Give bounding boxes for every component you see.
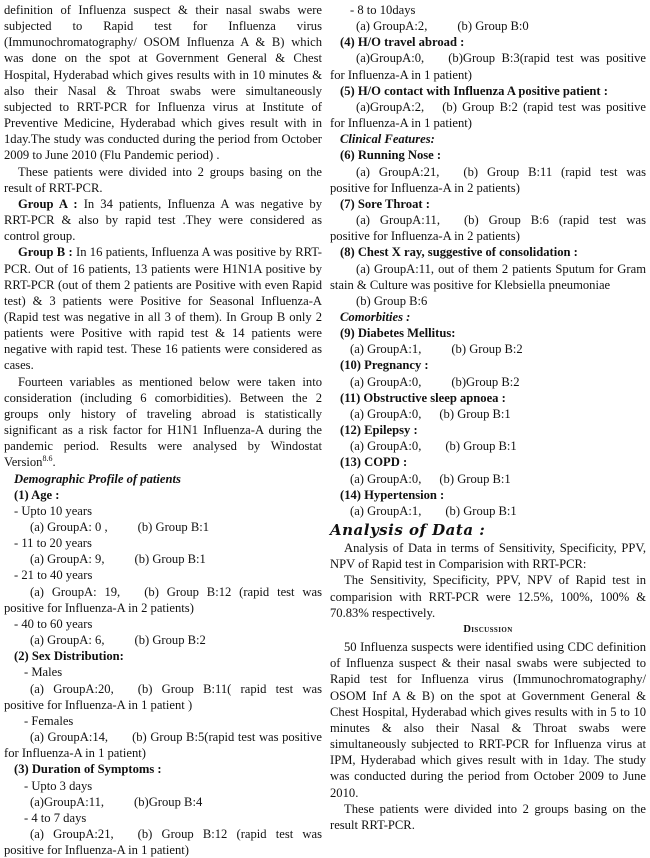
epilepsy-heading: (12) Epilepsy : <box>340 423 418 438</box>
age-21-40-label: - 21 to 40 years <box>14 568 93 583</box>
running-nose-group-a: (a) GroupA:21, <box>356 164 440 179</box>
pregnancy-heading: (10) Pregnancy : <box>340 358 429 373</box>
diabetes-group-b: (b) Group B:2 <box>451 342 523 357</box>
diabetes-heading: (9) Diabetes Mellitus: <box>340 326 456 341</box>
running-nose-heading: (6) Running Nose : <box>340 148 442 163</box>
hypertension-values <box>330 503 646 519</box>
duration-8-10-label: - 8 to 10days <box>350 3 416 17</box>
travel-values <box>330 50 646 82</box>
pregnancy-group-a: (a) GroupA:0, <box>350 374 422 389</box>
chest-xray-heading: (8) Chest X ray, suggestive of consolidation : <box>340 245 578 260</box>
group-b-lead: Group B : <box>18 245 73 260</box>
diabetes-group-a: (a) GroupA:1, <box>350 342 422 357</box>
duration-heading: (3) Duration of Symptoms : <box>14 762 162 777</box>
analysis-paragraph-2: The Sensitivity, Specificity, PPV, NPV of Rapid test in comparision with RRT-PCR were 12.5%, 100%, 100% & 70.83% respectively. <box>330 573 646 620</box>
travel-group-b: (b)Group B:3(rapid test was positive for Influenza-A in 1 patient) <box>330 51 646 82</box>
group-b-text: In 16 patients, Influenza A was positive by RRT-PCR. Out of 16 patients, 13 patients were H1N1A positive by RRT-PCR (out of them 2 patients are Positive with even Rapid test) & 3 patients were Positive for Seasonal Influenza-A (Rapid test was negative in all 3 of them). In Group B only 2 patients were Positive with rapid test & 14 patients were negative with rapid test. These 16 patients were considered as cases. <box>4 245 322 373</box>
females-label: - Females <box>24 713 74 728</box>
chest-xray-group-a: (a) GroupA:11, out of them 2 patients Sputum for Gram stain & Culture was positive for Klebsiella pneumoniae <box>330 261 646 292</box>
epilepsy-group-a: (a) GroupA:0, <box>350 439 422 454</box>
contact-group-a: (a)GroupA:2, <box>356 99 425 114</box>
sore-throat-heading: (7) Sore Throat : <box>340 196 430 211</box>
group-b-paragraph <box>4 244 322 373</box>
discussion-paragraph-2: These patients were divided into 2 groups basing on the result RRT-PCR. <box>330 801 646 832</box>
fourteen-variables-paragraph <box>4 374 322 471</box>
discussion-paragraph-1: 50 Influenza suspects were identified using CDC definition of Influenza suspect & their nasal swabs were subjected to Rapid test for Influenza virus (Immunochromatography/ OSOM Inf A & B) on the spot at Government General & Chest Hospital, Hyderabad which gives results with in 5 to 10 minutes & also their Nasal & Throat swabs were simultaneously subjected to RRT-PCR for Influenza virus at IPM, Hyderabad which gives result with in 1day. The study was conducted during the period from October 2009 to June 2010. <box>330 640 646 800</box>
males-values <box>4 681 322 713</box>
hypertension-group-a: (a) GroupA:1, <box>350 503 422 518</box>
hypertension-heading: (14) Hypertension : <box>340 487 445 502</box>
fourteen-end: . <box>52 455 56 470</box>
duration-upto-3-group-b: (b)Group B:4 <box>134 794 203 809</box>
sleep-apnoea-heading: (11) Obstructive sleep apnoea : <box>340 390 506 405</box>
age-40-60-group-b: (b) Group B:2 <box>134 633 206 648</box>
age-upto-10-group-a: (a) GroupA: 0 , <box>30 520 108 534</box>
left-column <box>4 2 322 858</box>
age-11-20-label: - 11 to 20 years <box>14 536 92 551</box>
copd-group-b: (b) Group B:1 <box>439 471 511 486</box>
sore-throat-values <box>330 212 646 244</box>
hypertension-group-b: (b) Group B:1 <box>445 503 517 518</box>
copd-values <box>330 471 646 487</box>
patients-paragraph: These patients were divided into 2 groups basing on the result of RRT-PCR. <box>4 164 322 195</box>
contact-heading: (5) H/O contact with Influenza A positive patient : <box>340 83 608 98</box>
age-21-40-group-a: (a) GroupA: 19, <box>30 584 121 599</box>
males-label: - Males <box>24 665 63 680</box>
group-a-paragraph <box>4 196 322 244</box>
comorbidities-heading: Comorbities : <box>340 309 411 324</box>
diabetes-values <box>330 341 646 357</box>
age-40-60-group-a: (a) GroupA: 6, <box>30 633 105 648</box>
travel-heading: (4) H/O travel abroad : <box>340 35 465 50</box>
duration-upto-3-values <box>4 794 322 810</box>
demographic-heading: Demographic Profile of patients <box>14 471 181 486</box>
age-upto-10-group-b: (b) Group B:1 <box>137 520 210 534</box>
duration-8-10-group-b: (b) Group B:0 <box>457 19 529 34</box>
duration-4-7-group-a: (a) GroupA:21, <box>30 826 114 841</box>
group-a-lead: Group A : <box>18 196 78 211</box>
sore-throat-group-a: (a) GroupA:11, <box>356 213 440 228</box>
analysis-heading: Analysis of Data : <box>330 521 486 539</box>
duration-4-7-group-b: (b) Group B:12 (rapid test was positive for Influenza-A in 1 patient) <box>4 826 322 858</box>
sex-distribution-heading: (2) Sex Distribution: <box>14 649 124 664</box>
sleep-apnoea-group-a: (a) GroupA:0, <box>350 406 422 421</box>
travel-group-a: (a)GroupA:0, <box>356 51 425 66</box>
epilepsy-group-b: (b) Group B:1 <box>445 439 517 454</box>
duration-upto-3-group-a: (a)GroupA:11, <box>30 794 105 809</box>
males-group-b: (b) Group B:11( rapid test was positive for Influenza-A in 1 patient ) <box>4 681 322 712</box>
analysis-paragraph-1: Analysis of Data in terms of Sensitivity, Specificity, PPV, NPV of Rapid test in Comparision with RRT-PCR: <box>330 541 646 572</box>
age-upto-10-values <box>4 519 322 535</box>
duration-4-7-values <box>4 826 322 858</box>
contact-group-b: (b) Group B:2 (rapid test was positive for Influenza-A in 1 patient) <box>330 99 646 131</box>
contact-values <box>330 99 646 131</box>
chest-xray-group-b: (b) Group B:6 <box>356 293 428 308</box>
sore-throat-group-b: (b) Group B:6 (rapid test was positive for Influenza-A in 2 patients) <box>330 213 646 244</box>
running-nose-group-b: (b) Group B:11 (rapid test was positive for Influenza-A in 2 patients) <box>330 164 646 195</box>
age-21-40-group-b: (b) Group B:12 (rapid test was positive for Influenza-A in 2 patients) <box>4 584 322 615</box>
pregnancy-values <box>330 374 646 390</box>
sleep-apnoea-group-b: (b) Group B:1 <box>439 406 511 421</box>
pregnancy-group-b: (b)Group B:2 <box>451 374 520 389</box>
duration-8-10-values <box>330 18 646 34</box>
discussion-heading: Discussion <box>463 623 513 635</box>
sleep-apnoea-values <box>330 406 646 422</box>
females-values <box>4 729 322 761</box>
epilepsy-values <box>330 438 646 454</box>
age-11-20-group-b: (b) Group B:1 <box>134 552 206 567</box>
fourteen-text: Fourteen variables as mentioned below were taken into consideration (including 6 comorbidities). Between the 2 groups only history of traveling abroad is statistically significant as a risk factor for H1N1 Influenza-A during the pandemic period. Results were analysed by Windostat Version <box>4 374 322 470</box>
age-upto-10-label: - Upto 10 years <box>14 503 92 518</box>
age-11-20-values <box>4 551 322 567</box>
females-group-a: (a) GroupA:14, <box>30 730 109 745</box>
intro-paragraph: definition of Influenza suspect & their nasal swabs were subjected to Rapid test for Influenza virus (Immunochromatography/ OSOM Influenza A & B) which was done on the spot at Government General & Chest Hospital, Hyderabad which gives results with in 10 minutes & also their Nasal & Throat swabs were simultaneously subjected to RRT-PCR for Influenza virus at Institute of Preventive Medicine, Hyderabad which gives result with in 1day.The study was conducted during the period from October 2009 to June 2010 (Flu Pandemic period) . <box>4 3 322 163</box>
age-21-40-values <box>4 584 322 616</box>
age-11-20-group-a: (a) GroupA: 9, <box>30 552 105 567</box>
age-40-60-label: - 40 to 60 years <box>14 616 93 631</box>
age-40-60-values <box>4 632 322 648</box>
males-group-a: (a) GroupA:20, <box>30 681 114 696</box>
duration-8-10-group-a: (a) GroupA:2, <box>356 19 428 34</box>
group-a-text: In 34 patients, Influenza A was negative by RRT-PCR & also by rapid test .They were considered as control group. <box>4 196 322 244</box>
reference-superscript: 8.6 <box>42 454 53 464</box>
copd-group-a: (a) GroupA:0, <box>350 471 422 486</box>
duration-upto-3-label: - Upto 3 days <box>24 778 93 793</box>
right-column <box>330 2 646 833</box>
clinical-features-heading: Clinical Features: <box>340 132 435 147</box>
copd-heading: (13) COPD : <box>340 455 408 470</box>
duration-4-7-label: - 4 to 7 days <box>24 810 87 825</box>
females-group-b: (b) Group B:5(rapid test was positive for Influenza-A in 1 patient) <box>4 730 322 761</box>
running-nose-values <box>330 164 646 196</box>
age-heading: (1) Age : <box>14 487 60 502</box>
